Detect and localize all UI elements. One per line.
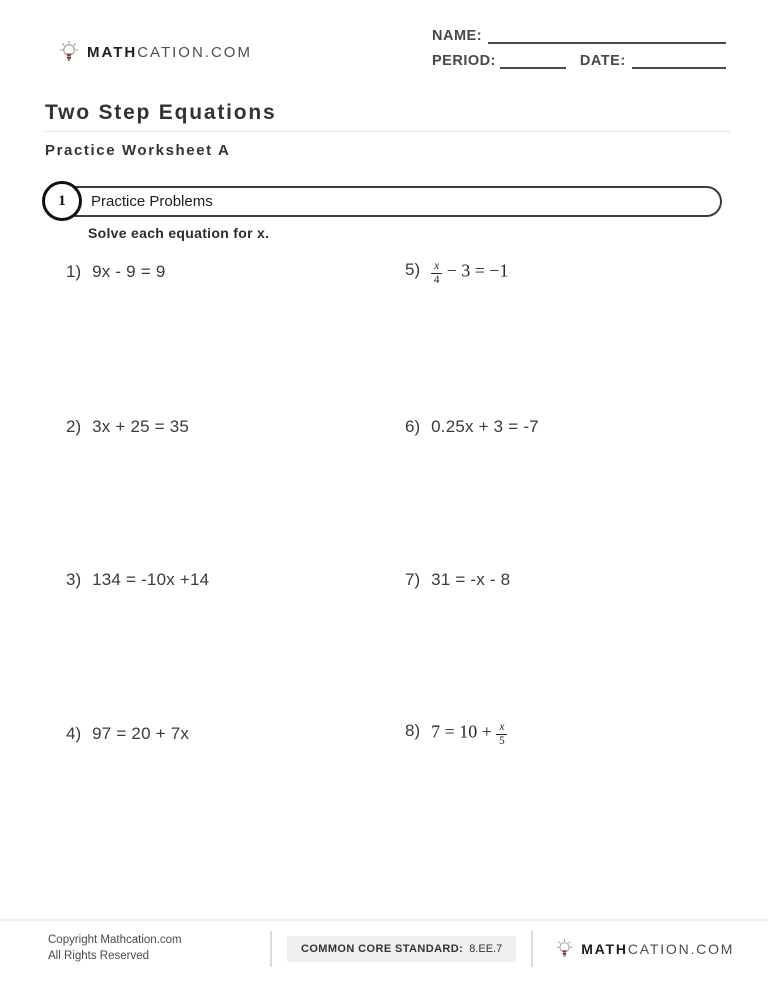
problem-2-number: 2)	[66, 417, 82, 436]
footer	[48, 930, 740, 968]
problem-6-number: 6)	[405, 417, 421, 436]
student-fields	[432, 28, 726, 78]
problem-8	[405, 721, 507, 748]
problem-8-equation	[431, 721, 507, 748]
copyright-line-1: Copyright Mathcation.com	[48, 934, 182, 947]
name-label: NAME:	[432, 28, 483, 44]
section-instructions: Solve each equation for x.	[88, 225, 270, 241]
mathcation-logo-footer	[555, 938, 734, 960]
problem-4-number: 4)	[66, 724, 82, 743]
footer-separator-right	[531, 931, 533, 967]
problem-1-equation: 9x - 9 = 9	[92, 262, 166, 281]
problem-8-number: 8)	[405, 721, 421, 740]
problem-8-equation-start: 7 = 10 +	[431, 721, 497, 742]
brand-rest: CATION.COM	[627, 941, 735, 957]
period-label: PERIOD:	[432, 53, 496, 69]
brand-text	[581, 941, 734, 957]
problem-3	[66, 570, 209, 590]
section-banner	[57, 186, 722, 217]
problem-7	[405, 570, 510, 590]
problem-1	[66, 262, 165, 282]
problem-3-equation: 134 = -10x +14	[92, 570, 210, 589]
problem-6	[405, 417, 539, 437]
brand-bold: MATH	[87, 43, 138, 61]
problem-5-number: 5)	[405, 260, 421, 279]
common-core-standard-badge	[287, 936, 516, 962]
mathcation-logo	[58, 40, 252, 64]
problem-2-equation: 3x + 25 = 35	[92, 417, 190, 436]
name-blank-line	[488, 28, 726, 44]
fraction: $\frac{x}{5}$	[496, 721, 507, 748]
problem-6-equation: 0.25x + 3 = -7	[431, 417, 539, 436]
standard-value: 8.EE.7	[469, 943, 503, 955]
problem-5-equation	[431, 260, 508, 287]
problem-5-equation-rest: − 3 = −1	[442, 260, 509, 281]
footer-separator-left	[270, 931, 272, 967]
period-blank-line	[500, 53, 566, 69]
brand-text	[87, 44, 252, 61]
copyright-line-2: All Rights Reserved	[48, 950, 149, 962]
date-blank-line	[632, 53, 726, 69]
name-row	[432, 28, 726, 44]
problem-7-equation: 31 = -x - 8	[431, 570, 511, 589]
page-title: Two Step Equations	[45, 101, 277, 124]
lightbulb-icon	[58, 40, 80, 64]
date-label: DATE:	[579, 53, 626, 69]
problem-3-number: 3)	[66, 570, 82, 589]
fraction: $\frac{x}{4}$	[431, 260, 442, 287]
brand-rest: CATION.COM	[137, 43, 252, 61]
page-subtitle: Practice Worksheet A	[45, 142, 231, 159]
section-heading: Practice Problems	[91, 193, 213, 210]
title-divider	[45, 131, 730, 132]
period-date-row	[432, 53, 726, 69]
problem-4-equation: 97 = 20 + 7x	[92, 724, 190, 743]
section-number-badge: 1	[42, 181, 82, 221]
copyright-text	[48, 933, 270, 964]
problem-1-number: 1)	[66, 262, 82, 281]
problem-2	[66, 417, 189, 437]
problem-5	[405, 260, 509, 287]
standard-label: COMMON CORE STANDARD:	[301, 943, 464, 955]
brand-bold: MATH	[581, 941, 628, 957]
problem-4	[66, 724, 189, 744]
lightbulb-icon	[555, 938, 574, 960]
problem-7-number: 7)	[405, 570, 421, 589]
footer-divider	[0, 919, 768, 921]
